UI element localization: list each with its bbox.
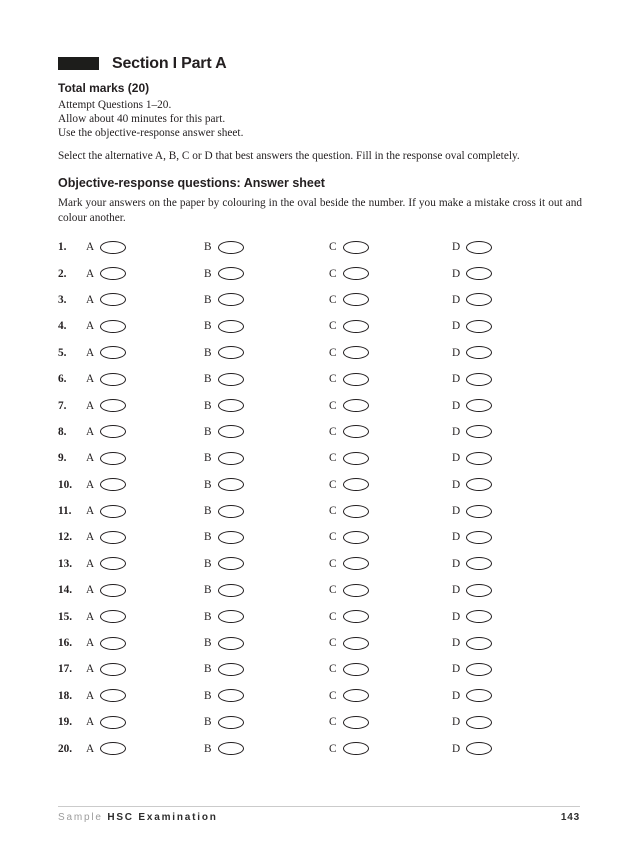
- question-row: [58, 656, 582, 682]
- question-row: [58, 683, 582, 709]
- option-label: A: [86, 505, 95, 518]
- option-label: A: [86, 399, 95, 412]
- option-a-q1: [86, 241, 204, 254]
- answer-oval[interactable]: [100, 557, 126, 570]
- option-c-q5: [329, 346, 452, 359]
- question-row: [58, 287, 582, 313]
- question-number: 6.: [58, 373, 67, 386]
- option-label: C: [329, 399, 337, 412]
- question-number: 16.: [58, 637, 73, 650]
- answer-oval[interactable]: [100, 293, 126, 306]
- answer-oval[interactable]: [218, 505, 244, 518]
- answer-oval[interactable]: [100, 478, 126, 491]
- answer-oval[interactable]: [218, 425, 244, 438]
- answer-rows: [58, 234, 582, 762]
- footer-exam-label: HSC Examination: [107, 812, 218, 823]
- option-label: B: [204, 267, 212, 280]
- instructions-block: [58, 98, 582, 140]
- question-row: [58, 603, 582, 629]
- answer-oval[interactable]: [218, 241, 244, 254]
- option-label: A: [86, 320, 95, 333]
- answer-oval[interactable]: [100, 610, 126, 623]
- answer-oval[interactable]: [343, 373, 369, 386]
- footer-sample-label: Sample: [58, 812, 103, 823]
- option-label: B: [204, 663, 212, 676]
- option-c-q19: [329, 716, 452, 729]
- option-label: C: [329, 452, 337, 465]
- option-label: D: [452, 293, 461, 306]
- question-number: 18.: [58, 689, 73, 702]
- answer-oval[interactable]: [466, 716, 492, 729]
- option-d-q8: [452, 425, 582, 438]
- question-row: [58, 392, 582, 418]
- answer-oval[interactable]: [218, 346, 244, 359]
- option-label: C: [329, 505, 337, 518]
- question-row: [58, 366, 582, 392]
- option-a-q19: [86, 716, 204, 729]
- option-label: D: [452, 637, 461, 650]
- question-row: [58, 340, 582, 366]
- option-a-q7: [86, 399, 204, 412]
- option-label: D: [452, 716, 461, 729]
- option-a-q18: [86, 689, 204, 702]
- option-a-q3: [86, 293, 204, 306]
- option-label: D: [452, 267, 461, 280]
- option-a-q20: [86, 742, 204, 755]
- option-d-q13: [452, 557, 582, 570]
- answer-oval[interactable]: [466, 425, 492, 438]
- question-number: 15.: [58, 610, 73, 623]
- option-label: A: [86, 373, 95, 386]
- answer-oval[interactable]: [343, 610, 369, 623]
- option-d-q19: [452, 716, 582, 729]
- option-b-q1: [204, 241, 329, 254]
- question-number: 2.: [58, 267, 67, 280]
- option-label: A: [86, 584, 95, 597]
- answer-oval[interactable]: [343, 399, 369, 412]
- option-label: B: [204, 689, 212, 702]
- option-d-q4: [452, 320, 582, 333]
- answer-oval[interactable]: [218, 478, 244, 491]
- option-d-q12: [452, 531, 582, 544]
- question-row: [58, 630, 582, 656]
- answer-oval[interactable]: [343, 557, 369, 570]
- option-d-q15: [452, 610, 582, 623]
- answer-oval[interactable]: [466, 689, 492, 702]
- option-label: A: [86, 293, 95, 306]
- option-label: A: [86, 267, 95, 280]
- answer-oval[interactable]: [466, 663, 492, 676]
- option-label: D: [452, 399, 461, 412]
- option-label: C: [329, 742, 337, 755]
- question-row: [58, 313, 582, 339]
- option-label: A: [86, 531, 95, 544]
- option-a-q13: [86, 557, 204, 570]
- option-a-q11: [86, 505, 204, 518]
- option-label: D: [452, 241, 461, 254]
- option-label: D: [452, 373, 461, 386]
- answer-oval[interactable]: [466, 505, 492, 518]
- option-a-q5: [86, 346, 204, 359]
- answer-oval[interactable]: [100, 663, 126, 676]
- answer-oval[interactable]: [466, 267, 492, 280]
- instruction-line: Use the objective-response answer sheet.: [58, 127, 244, 139]
- question-number: 7.: [58, 399, 67, 412]
- answer-oval[interactable]: [343, 637, 369, 650]
- option-label: C: [329, 531, 337, 544]
- answer-oval[interactable]: [218, 742, 244, 755]
- answer-oval[interactable]: [343, 267, 369, 280]
- answer-oval[interactable]: [466, 320, 492, 333]
- option-d-q20: [452, 742, 582, 755]
- answer-oval[interactable]: [343, 320, 369, 333]
- answer-oval[interactable]: [218, 293, 244, 306]
- answer-oval[interactable]: [100, 505, 126, 518]
- question-number: 20.: [58, 742, 73, 755]
- select-instruction: Select the alternative A, B, C or D that best answers the question. Fill in the response oval completely.: [58, 150, 520, 162]
- answer-oval[interactable]: [218, 610, 244, 623]
- answer-oval[interactable]: [466, 742, 492, 755]
- section-marker-bar: [58, 57, 99, 70]
- question-row: [58, 735, 582, 761]
- option-label: B: [204, 742, 212, 755]
- option-c-q12: [329, 531, 452, 544]
- question-row: [58, 419, 582, 445]
- option-c-q2: [329, 267, 452, 280]
- option-b-q5: [204, 346, 329, 359]
- answer-oval[interactable]: [100, 425, 126, 438]
- answer-oval[interactable]: [218, 637, 244, 650]
- answer-oval[interactable]: [466, 637, 492, 650]
- option-label: C: [329, 663, 337, 676]
- option-label: A: [86, 663, 95, 676]
- answer-oval[interactable]: [343, 531, 369, 544]
- answer-oval[interactable]: [343, 584, 369, 597]
- option-label: D: [452, 663, 461, 676]
- option-c-q16: [329, 637, 452, 650]
- answer-oval[interactable]: [343, 689, 369, 702]
- option-c-q20: [329, 742, 452, 755]
- option-label: C: [329, 584, 337, 597]
- option-c-q7: [329, 399, 452, 412]
- option-b-q14: [204, 584, 329, 597]
- answer-oval[interactable]: [100, 637, 126, 650]
- question-number: 8.: [58, 425, 67, 438]
- option-label: B: [204, 241, 212, 254]
- option-label: D: [452, 742, 461, 755]
- option-label: D: [452, 320, 461, 333]
- option-label: D: [452, 531, 461, 544]
- option-d-q7: [452, 399, 582, 412]
- option-b-q16: [204, 637, 329, 650]
- option-d-q17: [452, 663, 582, 676]
- question-row: [58, 709, 582, 735]
- option-d-q5: [452, 346, 582, 359]
- answer-oval[interactable]: [100, 689, 126, 702]
- option-c-q18: [329, 689, 452, 702]
- question-row: [58, 445, 582, 471]
- option-label: B: [204, 505, 212, 518]
- answer-oval[interactable]: [100, 267, 126, 280]
- option-a-q4: [86, 320, 204, 333]
- question-number: 9.: [58, 452, 67, 465]
- answer-oval[interactable]: [343, 452, 369, 465]
- option-b-q3: [204, 293, 329, 306]
- option-label: B: [204, 584, 212, 597]
- answer-oval[interactable]: [100, 531, 126, 544]
- answer-oval[interactable]: [466, 557, 492, 570]
- answer-oval[interactable]: [466, 531, 492, 544]
- question-number: 5.: [58, 346, 67, 359]
- option-label: B: [204, 293, 212, 306]
- option-b-q20: [204, 742, 329, 755]
- option-c-q10: [329, 478, 452, 491]
- answer-oval[interactable]: [100, 584, 126, 597]
- option-b-q13: [204, 557, 329, 570]
- option-b-q7: [204, 399, 329, 412]
- option-b-q17: [204, 663, 329, 676]
- option-a-q8: [86, 425, 204, 438]
- option-a-q2: [86, 267, 204, 280]
- answer-oval[interactable]: [218, 663, 244, 676]
- option-label: C: [329, 320, 337, 333]
- option-label: A: [86, 637, 95, 650]
- answer-oval[interactable]: [466, 241, 492, 254]
- question-row: [58, 234, 582, 260]
- answer-oval[interactable]: [218, 557, 244, 570]
- answer-oval[interactable]: [218, 320, 244, 333]
- option-c-q4: [329, 320, 452, 333]
- option-d-q2: [452, 267, 582, 280]
- question-row: [58, 524, 582, 550]
- option-d-q16: [452, 637, 582, 650]
- option-c-q17: [329, 663, 452, 676]
- option-d-q1: [452, 241, 582, 254]
- option-label: D: [452, 505, 461, 518]
- option-a-q17: [86, 663, 204, 676]
- question-number: 14.: [58, 584, 73, 597]
- page-number: 143: [560, 812, 580, 823]
- answer-oval[interactable]: [466, 399, 492, 412]
- answer-sheet-note: Mark your answers on the paper by colouring in the oval beside the number. If you make a mistake cross it out and colour another.: [58, 197, 582, 224]
- option-label: C: [329, 346, 337, 359]
- answer-oval[interactable]: [343, 478, 369, 491]
- option-label: B: [204, 478, 212, 491]
- option-c-q8: [329, 425, 452, 438]
- option-c-q15: [329, 610, 452, 623]
- option-label: B: [204, 452, 212, 465]
- answer-sheet-heading: Objective-response questions: Answer sheet: [58, 176, 325, 190]
- option-label: A: [86, 689, 95, 702]
- option-label: C: [329, 293, 337, 306]
- option-label: B: [204, 373, 212, 386]
- footer: [58, 806, 580, 823]
- option-b-q4: [204, 320, 329, 333]
- option-label: C: [329, 241, 337, 254]
- option-d-q9: [452, 452, 582, 465]
- instruction-line: Allow about 40 minutes for this part.: [58, 113, 226, 125]
- question-number: 13.: [58, 557, 73, 570]
- answer-oval[interactable]: [218, 716, 244, 729]
- option-label: A: [86, 346, 95, 359]
- option-d-q10: [452, 478, 582, 491]
- option-label: B: [204, 531, 212, 544]
- option-b-q15: [204, 610, 329, 623]
- answer-oval[interactable]: [466, 610, 492, 623]
- option-d-q11: [452, 505, 582, 518]
- option-label: B: [204, 716, 212, 729]
- option-a-q6: [86, 373, 204, 386]
- question-number: 17.: [58, 663, 73, 676]
- option-label: B: [204, 557, 212, 570]
- option-label: A: [86, 610, 95, 623]
- option-label: D: [452, 689, 461, 702]
- question-row: [58, 498, 582, 524]
- option-label: A: [86, 241, 95, 254]
- option-c-q1: [329, 241, 452, 254]
- answer-oval[interactable]: [100, 373, 126, 386]
- section-title: Section I Part A: [112, 54, 227, 72]
- answer-oval[interactable]: [218, 373, 244, 386]
- answer-oval[interactable]: [100, 320, 126, 333]
- answer-oval[interactable]: [343, 663, 369, 676]
- option-label: B: [204, 610, 212, 623]
- answer-oval[interactable]: [343, 346, 369, 359]
- option-label: A: [86, 425, 95, 438]
- option-label: B: [204, 320, 212, 333]
- option-a-q12: [86, 531, 204, 544]
- answer-oval[interactable]: [100, 452, 126, 465]
- option-c-q9: [329, 452, 452, 465]
- answer-oval[interactable]: [218, 399, 244, 412]
- answer-oval[interactable]: [100, 241, 126, 254]
- option-label: D: [452, 346, 461, 359]
- option-c-q14: [329, 584, 452, 597]
- option-b-q6: [204, 373, 329, 386]
- option-label: D: [452, 557, 461, 570]
- option-b-q11: [204, 505, 329, 518]
- question-number: 11.: [58, 505, 72, 518]
- answer-oval[interactable]: [100, 742, 126, 755]
- option-label: D: [452, 478, 461, 491]
- answer-oval[interactable]: [343, 505, 369, 518]
- option-label: B: [204, 399, 212, 412]
- option-label: C: [329, 267, 337, 280]
- option-a-q10: [86, 478, 204, 491]
- option-label: C: [329, 425, 337, 438]
- option-label: A: [86, 452, 95, 465]
- option-label: C: [329, 716, 337, 729]
- option-label: C: [329, 478, 337, 491]
- option-c-q11: [329, 505, 452, 518]
- option-label: C: [329, 689, 337, 702]
- answer-oval[interactable]: [343, 293, 369, 306]
- answer-oval[interactable]: [466, 584, 492, 597]
- answer-oval[interactable]: [218, 267, 244, 280]
- option-b-q12: [204, 531, 329, 544]
- answer-oval[interactable]: [343, 425, 369, 438]
- option-a-q15: [86, 610, 204, 623]
- option-label: A: [86, 742, 95, 755]
- option-label: C: [329, 557, 337, 570]
- option-b-q2: [204, 267, 329, 280]
- question-row: [58, 260, 582, 286]
- option-d-q14: [452, 584, 582, 597]
- option-label: A: [86, 557, 95, 570]
- question-row: [58, 577, 582, 603]
- option-label: C: [329, 610, 337, 623]
- option-label: D: [452, 584, 461, 597]
- option-label: A: [86, 478, 95, 491]
- option-label: B: [204, 346, 212, 359]
- total-marks: Total marks (20): [58, 81, 150, 95]
- answer-oval[interactable]: [100, 346, 126, 359]
- option-b-q18: [204, 689, 329, 702]
- answer-oval[interactable]: [218, 689, 244, 702]
- option-b-q19: [204, 716, 329, 729]
- option-label: A: [86, 716, 95, 729]
- answer-oval[interactable]: [466, 293, 492, 306]
- answer-oval[interactable]: [218, 531, 244, 544]
- option-b-q10: [204, 478, 329, 491]
- option-a-q14: [86, 584, 204, 597]
- answer-oval[interactable]: [466, 478, 492, 491]
- option-label: D: [452, 452, 461, 465]
- option-label: C: [329, 373, 337, 386]
- footer-title: [58, 812, 218, 823]
- option-label: C: [329, 637, 337, 650]
- option-d-q3: [452, 293, 582, 306]
- answer-oval[interactable]: [343, 241, 369, 254]
- option-a-q16: [86, 637, 204, 650]
- question-number: 19.: [58, 716, 73, 729]
- answer-oval[interactable]: [218, 452, 244, 465]
- option-d-q6: [452, 373, 582, 386]
- answer-oval[interactable]: [466, 452, 492, 465]
- option-d-q18: [452, 689, 582, 702]
- question-number: 4.: [58, 320, 67, 333]
- answer-oval[interactable]: [343, 716, 369, 729]
- question-number: 10.: [58, 478, 73, 491]
- answer-oval[interactable]: [100, 399, 126, 412]
- question-row: [58, 472, 582, 498]
- answer-oval[interactable]: [343, 742, 369, 755]
- answer-oval[interactable]: [466, 346, 492, 359]
- question-row: [58, 551, 582, 577]
- option-c-q3: [329, 293, 452, 306]
- option-label: B: [204, 425, 212, 438]
- question-number: 3.: [58, 293, 67, 306]
- answer-oval[interactable]: [218, 584, 244, 597]
- section-header: [58, 56, 582, 71]
- option-b-q8: [204, 425, 329, 438]
- option-c-q6: [329, 373, 452, 386]
- question-number: 1.: [58, 241, 67, 254]
- option-b-q9: [204, 452, 329, 465]
- question-number: 12.: [58, 531, 73, 544]
- option-c-q13: [329, 557, 452, 570]
- option-label: D: [452, 610, 461, 623]
- option-label: D: [452, 425, 461, 438]
- option-a-q9: [86, 452, 204, 465]
- answer-oval[interactable]: [466, 373, 492, 386]
- answer-oval[interactable]: [100, 716, 126, 729]
- instruction-line: Attempt Questions 1–20.: [58, 99, 172, 111]
- option-label: B: [204, 637, 212, 650]
